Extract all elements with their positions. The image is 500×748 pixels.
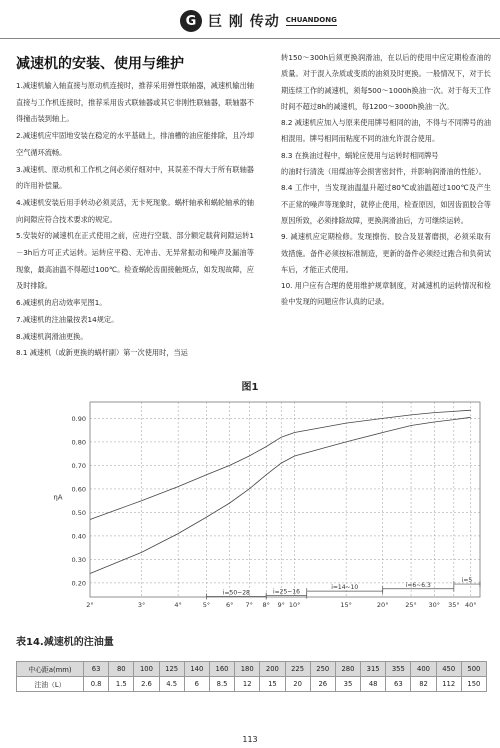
oil-volume-cell: 1.5 [109, 677, 134, 692]
paragraph: 3.减速机、原动机和工作机之间必须仔细对中，其误差不得大于所有联轴器的许用补偿量。 [16, 164, 254, 191]
oil-volume-cell: 82 [411, 677, 436, 692]
center-distance-cell: 315 [361, 662, 386, 677]
ratio-band-label: i=6~6.3 [405, 581, 431, 589]
paragraph: 8.减速机润滑油更换。 [16, 331, 88, 341]
oil-volume-cell: 8.5 [209, 677, 234, 692]
paragraph: 8.4 工作中，当发现油温温升超过80℃或油温超过100℃及产生不正常的噪声等现象时，就停止使用，检查原因，如因齿面胶合等原因所致，必须排除故障，更换润滑油后，方可继续运转。 [281, 183, 491, 225]
company-logo [180, 8, 337, 34]
ratio-band-label: i=50~28 [222, 589, 250, 597]
x-tick-label: 4° [174, 601, 182, 609]
brand-name-en: CHUANDONG [285, 16, 337, 24]
center-distance-cell: 63 [84, 662, 109, 677]
oil-volume-cell: 150 [461, 677, 486, 692]
oil-volume-cell: 26 [310, 677, 335, 692]
x-tick-label: 7° [245, 601, 253, 609]
efficiency-chart [38, 392, 490, 614]
x-tick-label: 40° [465, 601, 477, 609]
center-distance-cell: 355 [386, 662, 411, 677]
paragraph: 8.2 减速机应加入与原来使用牌号相同的油，不得与不同牌号的油相混用。牌号相同而粘度不同的油允许混合使用。 [281, 118, 491, 144]
x-tick-label: 25° [405, 601, 417, 609]
oil-volume-cell: 112 [436, 677, 461, 692]
x-tick-label: 8° [262, 601, 270, 609]
paragraph: 4.减速机安装后用手转动必须灵活，无卡死现象。蜗杆轴承和蜗轮轴承的轴向间隙应符合技术要求的规定。 [16, 197, 254, 224]
x-tick-label: 9° [277, 601, 285, 609]
center-distance-cell: 450 [436, 662, 461, 677]
center-distance-cell: 180 [235, 662, 260, 677]
section-title: 减速机的安装、使用与维护 [16, 56, 184, 72]
y-tick-label: 0.30 [71, 555, 86, 564]
row-label-cell: 注油（L） [17, 677, 84, 692]
y-tick-label: 0.80 [71, 438, 86, 447]
y-axis-label: ηA [53, 493, 63, 502]
logo-mark-icon: G [180, 10, 202, 32]
header-divider [0, 38, 500, 39]
oil-volume-cell: 48 [361, 677, 386, 692]
oil-volume-cell: 63 [386, 677, 411, 692]
y-tick-label: 0.50 [71, 508, 86, 517]
ratio-band-label: i=25~16 [272, 588, 300, 596]
y-tick-label: 0.60 [71, 485, 86, 494]
paragraph: 的油时行清洗（用煤油等会损害密封件，并影响润滑油的性能）。 [281, 167, 486, 177]
center-distance-cell: 160 [209, 662, 234, 677]
oil-volume-cell: 15 [260, 677, 285, 692]
y-tick-label: 0.20 [71, 579, 86, 588]
center-distance-cell: 250 [310, 662, 335, 677]
x-tick-label: 5° [202, 601, 211, 609]
paragraph: 5.安装好的减速机在正式使用之前，应进行空载、部分额定载荷间隙运转1－3h后方可正式运转。运转应平稳、无冲击、无异常振动和噪声及漏油等现象，最高油温不得超过100℃。检查蜗轮齿面接触斑点，如发现故障，应及时排除。 [16, 231, 254, 291]
x-tick-label: 35° [448, 601, 460, 609]
x-tick-label: 3° [137, 601, 146, 609]
oil-volume-cell: 6 [184, 677, 209, 692]
center-distance-cell: 80 [109, 662, 134, 677]
oil-volume-cell: 0.8 [84, 677, 109, 692]
efficiency-curve [90, 410, 471, 519]
oil-volume-cell: 35 [335, 677, 360, 692]
table-header-row [17, 662, 487, 677]
page-number: 113 [242, 735, 258, 744]
ratio-band-label: i=14~10 [331, 584, 359, 592]
paragraph: 8.3 在换油过程中，蜗轮应使用与运转时相同牌号 [281, 150, 439, 160]
center-distance-cell: 500 [461, 662, 486, 677]
header-label-cell: 中心距a(mm) [17, 662, 84, 677]
left-column [16, 78, 254, 362]
x-tick-label: 2° [86, 601, 94, 609]
paragraph: 9. 减速机应定期检修。发现擦伤、胶合及显著磨损，必须采取有效措施。备件必须按标准制造，更新的备件必须经过跑合和负荷试车后，才能正式使用。 [281, 232, 491, 274]
center-distance-cell: 225 [285, 662, 310, 677]
center-distance-cell: 140 [184, 662, 209, 677]
y-tick-label: 0.70 [71, 461, 86, 470]
paragraph: 转150～300h后须更换润滑油，在以后的使用中应定期检查油的质量。对于混入杂质或变质的油须及时更换。一般情况下，对于长期连续工作的减速机，须每500～1000h换油一次。对于每天工作时间不超过8h的减速机，每1200～3000h换油一次。 [281, 53, 491, 111]
paragraph: 2.减速机应牢固地安装在稳定的水平基础上，排油槽的油应能排除，且冷却空气循环流畅。 [16, 131, 254, 157]
oil-volume-cell: 12 [235, 677, 260, 692]
paragraph: 8.1 减速机（或新更换的蜗杆副）第一次使用时，当运 [16, 348, 188, 358]
center-distance-cell: 125 [159, 662, 184, 677]
y-tick-label: 0.90 [71, 414, 86, 423]
paragraph: 7.减速机的注油量按表14规定。 [16, 314, 119, 324]
paragraph: 1.减速机输入轴直接与原动机连接时，推荐采用弹性联轴器，减速机输出轴直接与工作机连接时，推荐采用齿式联轴器或其它非刚性联轴器，联轴器不得撞击装到轴上。 [16, 81, 254, 124]
figure-title: 图1 [241, 382, 259, 393]
x-tick-label: 30° [428, 601, 441, 609]
oil-volume-cell: 20 [285, 677, 310, 692]
center-distance-cell: 100 [134, 662, 159, 677]
table-title: 表14.减速机的注油量 [16, 637, 114, 648]
x-tick-label: 15° [340, 601, 352, 609]
brand-name: 巨 刚 传动 [208, 14, 280, 30]
efficiency-curve [90, 417, 471, 573]
center-distance-cell: 280 [335, 662, 360, 677]
oil-volume-cell: 4.5 [159, 677, 184, 692]
plot-frame [90, 402, 480, 597]
x-tick-label: 6° [225, 601, 234, 609]
paragraph: 10. 用户应有合理的使用维护规章制度，对减速机的运转情况和检验中发现的问题应作认真的记录。 [281, 281, 491, 307]
oil-volume-cell: 2.6 [134, 677, 159, 692]
ratio-band-label: i=5 [461, 577, 473, 585]
x-tick-label: 10° [288, 601, 301, 609]
table-row [17, 677, 487, 692]
oil-volume-table [16, 661, 487, 692]
center-distance-cell: 400 [411, 662, 436, 677]
center-distance-cell: 200 [260, 662, 285, 677]
paragraph: 6.减速机的启动效率见图1。 [16, 298, 107, 308]
y-tick-label: 0.40 [71, 532, 86, 541]
x-tick-label: 20° [376, 601, 389, 609]
right-column [281, 50, 491, 311]
page-header [0, 0, 500, 38]
